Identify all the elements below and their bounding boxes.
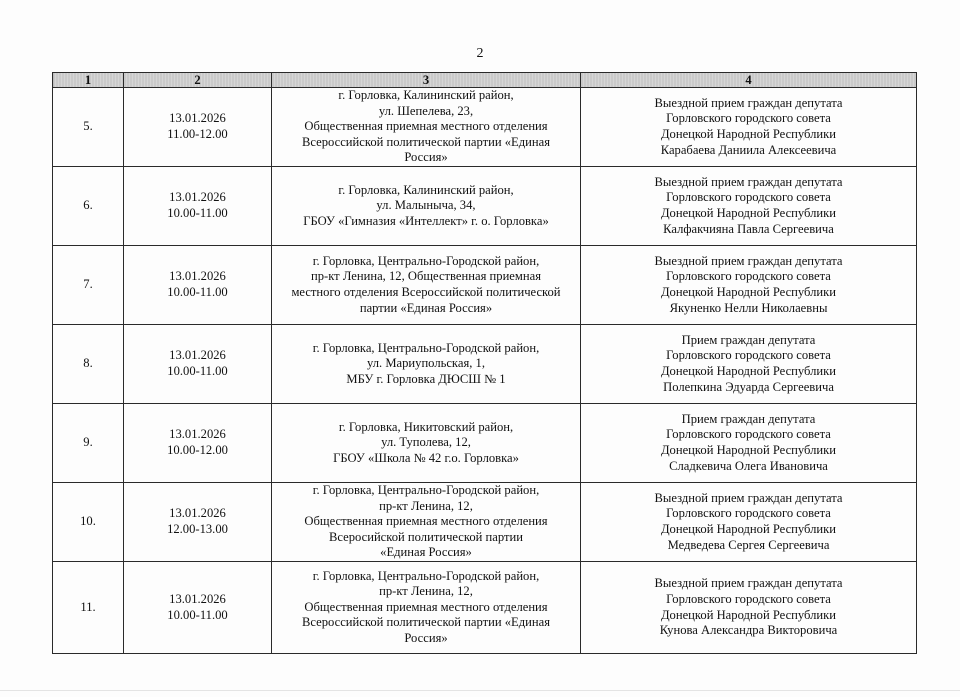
event-line: Донецкой Народной Республики [660, 127, 837, 141]
date-time-cell [124, 325, 272, 404]
event-line: Выездной прием граждан депутата [654, 95, 843, 110]
event-line: Выездной прием граждан депутата [654, 253, 843, 268]
event-cell [581, 325, 917, 404]
time-range: 10.00-11.00 [167, 206, 228, 220]
event-line: Донецкой Народной Республики [660, 206, 837, 220]
address-cell [272, 404, 581, 483]
table-row [53, 562, 917, 654]
row-number: 9. [53, 404, 124, 483]
address-line: пр-кт Ленина, 12, [379, 584, 473, 599]
address-line: Всеросийской политической партии [328, 529, 524, 544]
event-line: Прием граждан депутата [681, 411, 816, 426]
address-cell [272, 167, 581, 246]
date: 13.01.2026 [169, 591, 226, 606]
table-row [53, 246, 917, 325]
address-line: пр-кт Ленина, 12, [379, 498, 473, 513]
date-time-cell [124, 167, 272, 246]
address-cell [272, 325, 581, 404]
address-line: ул. Малыныча, 34, [376, 198, 476, 213]
row-number: 6. [53, 167, 124, 246]
header-cell-2: 2 [124, 73, 272, 88]
header-cell-4: 4 [581, 73, 917, 88]
header-cell-1: 1 [53, 73, 124, 88]
header-cell-3: 3 [272, 73, 581, 88]
date: 13.01.2026 [169, 269, 226, 284]
date: 13.01.2026 [169, 427, 226, 442]
event-line: Выездной прием граждан депутата [654, 490, 843, 505]
date-time-cell [124, 562, 272, 654]
event-line: Донецкой Народной Республики [660, 522, 837, 536]
address-line: ГБОУ «Гимназия «Интеллект» г. о. Горловка» [303, 213, 549, 228]
date: 13.01.2026 [169, 506, 226, 521]
address-line: Общественная приемная местного отделения [304, 599, 548, 614]
event-line: Донецкой Народной Республики [660, 285, 837, 299]
event-line: Карабаева Даниила Алексеевича [660, 142, 837, 157]
date-time-cell [124, 483, 272, 562]
date-time-cell [124, 404, 272, 483]
date-time-cell [124, 246, 272, 325]
event-line: Якуненко Нелли Николаевны [669, 300, 828, 315]
event-line: Горловского городского совета [666, 269, 831, 284]
event-line: Выездной прием граждан депутата [654, 576, 843, 591]
event-line: Сладкевича Олега Ивановича [669, 458, 828, 473]
address-line: пр-кт Ленина, 12, Общественная приемная [310, 269, 541, 284]
date: 13.01.2026 [169, 111, 226, 126]
event-line: Кунова Александра Викторовича [659, 623, 838, 638]
address-line: г. Горловка, Центрально-Городской район, [312, 568, 540, 583]
table-row [53, 88, 917, 167]
row-number: 8. [53, 325, 124, 404]
time-range: 10.00-11.00 [167, 285, 228, 299]
event-line: Медведева Сергея Сергеевича [667, 537, 830, 552]
address-line: ул. Мариупольская, 1, [367, 356, 485, 371]
time-range: 11.00-12.00 [167, 127, 228, 141]
table-row [53, 167, 917, 246]
event-line: Выездной прием граждан депутата [654, 174, 843, 189]
date: 13.01.2026 [169, 348, 226, 363]
address-line: ул. Шепелева, 23, [378, 103, 474, 118]
event-line: Прием граждан депутата [681, 332, 816, 347]
time-range: 10.00-11.00 [167, 364, 228, 378]
event-cell [581, 88, 917, 167]
row-number: 11. [53, 562, 124, 654]
event-cell [581, 483, 917, 562]
page-edge [0, 690, 960, 691]
address-cell [272, 483, 581, 562]
address-line: Россия» [404, 630, 448, 645]
address-line: Общественная приемная местного отделения [304, 514, 548, 529]
event-line: Горловского городского совета [666, 348, 831, 363]
event-line: Горловского городского совета [666, 427, 831, 442]
address-line: Всероссийской политической партии «Единая [301, 615, 551, 630]
address-line: Россия» [404, 150, 448, 165]
event-line: Горловского городского совета [666, 506, 831, 521]
table-body [53, 88, 917, 654]
row-number: 7. [53, 246, 124, 325]
address-line: местного отделения Всероссийской политической [291, 285, 561, 299]
address-line: г. Горловка, Центрально-Городской район, [312, 483, 540, 498]
address-line: ул. Туполева, 12, [381, 435, 471, 450]
event-cell [581, 167, 917, 246]
address-line: партии «Единая Россия» [359, 300, 493, 315]
address-line: г. Горловка, Калининский район, [338, 182, 514, 197]
event-cell [581, 562, 917, 654]
address-line: г. Горловка, Калининский район, [338, 88, 514, 103]
address-cell [272, 246, 581, 325]
event-line: Калфакчияна Павла Сергеевича [663, 221, 834, 236]
event-line: Донецкой Народной Республики [660, 443, 837, 457]
table-row [53, 404, 917, 483]
table-row [53, 325, 917, 404]
time-range: 10.00-11.00 [167, 607, 228, 622]
address-line: г. Горловка, Центрально-Городской район, [312, 253, 540, 268]
event-line: Донецкой Народной Республики [660, 607, 837, 622]
address-line: Общественная приемная местного отделения [304, 119, 548, 134]
address-cell [272, 88, 581, 167]
address-line: МБУ г. Горловка ДЮСШ № 1 [346, 371, 506, 386]
row-number: 10. [53, 483, 124, 562]
row-number: 5. [53, 88, 124, 167]
table-row [53, 483, 917, 562]
event-line: Горловского городского совета [666, 111, 831, 126]
event-line: Горловского городского совета [666, 591, 831, 606]
address-line: Всероссийской политической партии «Единая [301, 134, 551, 149]
time-range: 10.00-12.00 [167, 443, 228, 457]
page-number: 2 [476, 46, 484, 61]
header-row [53, 73, 917, 88]
schedule-table [52, 72, 917, 654]
address-line: ГБОУ «Школа № 42 г.о. Горловка» [333, 450, 519, 465]
event-line: Полепкина Эдуарда Сергеевича [663, 379, 834, 394]
event-line: Донецкой Народной Республики [660, 364, 837, 378]
address-line: г. Горловка, Центрально-Городской район, [312, 340, 540, 355]
date: 13.01.2026 [169, 190, 226, 205]
event-line: Горловского городского совета [666, 190, 831, 205]
event-cell [581, 404, 917, 483]
date-time-cell [124, 88, 272, 167]
event-cell [581, 246, 917, 325]
address-line: г. Горловка, Никитовский район, [338, 419, 514, 434]
time-range: 12.00-13.00 [167, 522, 228, 536]
address-line: «Единая Россия» [380, 545, 472, 560]
address-cell [272, 562, 581, 654]
